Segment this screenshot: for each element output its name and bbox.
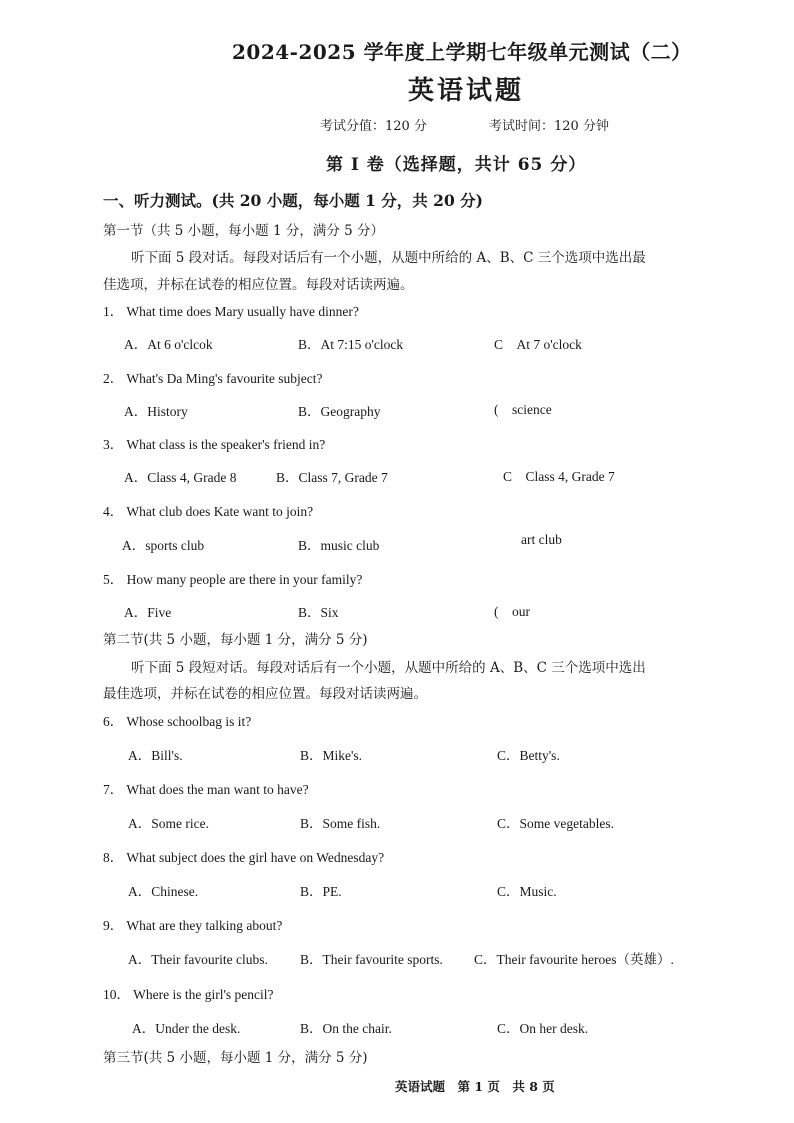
- volume-heading: 第 Ⅰ 卷（选择题，共计 65 分）: [326, 155, 587, 175]
- question-9: [103, 914, 282, 934]
- option-b: B．Their favourite sports.: [300, 952, 443, 967]
- option-a: A．Class 4, Grade 8: [124, 470, 237, 485]
- option-a: A．Five: [124, 605, 172, 620]
- question-text: What are they talking about?: [126, 918, 283, 933]
- question-4: [103, 500, 313, 520]
- part2-instruction-2: 最佳选项，并标在试卷的相应位置。每段对话读两遍。: [103, 686, 427, 702]
- question-number: 1．: [103, 304, 124, 319]
- part1-instruction-1: 听下面 5 段对话。每段对话后有一个小题，从题中所给的 A、B、C 三个选项中选出最: [131, 250, 646, 266]
- option-c: C．Betty's.: [497, 748, 560, 763]
- question-2: [103, 367, 322, 387]
- option-b: B．PE.: [300, 884, 342, 899]
- question-text: What club does Kate want to join?: [126, 504, 314, 519]
- option-b: B．Six: [298, 605, 339, 620]
- option-c: C At 7 o'clock: [494, 337, 582, 352]
- question-number: 9．: [103, 918, 124, 933]
- page-footer: 英语试题 第 1 页 共 8 页: [395, 1079, 555, 1094]
- option-c: C．Music.: [497, 884, 557, 899]
- option-b: B．Geography: [298, 404, 381, 419]
- question-7: [103, 778, 309, 798]
- option-c: C Class 4, Grade 7: [503, 469, 615, 484]
- question-number: 7．: [103, 782, 124, 797]
- question-number: 4．: [103, 504, 124, 519]
- question-1: [103, 300, 359, 320]
- question-3: [103, 433, 325, 453]
- question-8: [103, 846, 384, 866]
- question-number: 5．: [103, 572, 124, 587]
- part2-title: 第二节(共 5 小题，每小题 1 分，满分 5 分): [103, 632, 368, 648]
- question-number: 10．: [103, 987, 130, 1002]
- question-number: 6．: [103, 714, 124, 729]
- question-text: What's Da Ming's favourite subject?: [126, 371, 323, 386]
- option-a: A．History: [124, 404, 188, 419]
- question-number: 8．: [103, 850, 124, 865]
- option-b: B．Class 7, Grade 7: [276, 470, 388, 485]
- option-c: art club: [521, 532, 562, 547]
- option-a: A．Some rice.: [128, 816, 209, 831]
- question-number: 3．: [103, 437, 124, 452]
- section-heading: 一、听力测试。(共 20 小题，每小题 1 分，共 20 分): [103, 191, 483, 210]
- question-6: [103, 710, 251, 730]
- option-b: B．Mike's.: [300, 748, 363, 763]
- option-b: B．On the chair.: [300, 1021, 392, 1036]
- question-text: What does the man want to have?: [126, 782, 309, 797]
- option-a: A．Under the desk.: [132, 1021, 241, 1036]
- question-text: What subject does the girl have on Wednesday?: [126, 850, 385, 865]
- part2-instruction-1: 听下面 5 段短对话。每段对话后有一个小题，从题中所给的 A、B、C 三个选项中选出: [131, 660, 646, 676]
- question-10: [103, 983, 274, 1003]
- question-text: How many people are there in your family?: [126, 572, 363, 587]
- exam-score: 考试分值：120 分: [320, 119, 427, 134]
- question-text: Whose schoolbag is it?: [126, 714, 252, 729]
- question-5: [103, 568, 362, 588]
- question-number: 2．: [103, 371, 124, 386]
- option-a: A．At 6 o'clcok: [124, 337, 213, 352]
- part1-title: 第一节（共 5 小题，每小题 1 分，满分 5 分）: [103, 223, 385, 239]
- subject-title: 英语试题: [408, 76, 525, 106]
- option-c: ( science: [494, 402, 552, 417]
- question-text: Where is the girl's pencil?: [133, 987, 274, 1002]
- option-a: A．Their favourite clubs.: [128, 952, 268, 967]
- option-a: A．Chinese.: [128, 884, 199, 899]
- part3-title: 第三节(共 5 小题，每小题 1 分，满分 5 分): [103, 1050, 368, 1066]
- option-b: B．music club: [298, 538, 380, 553]
- option-c: C．Some vegetables.: [497, 816, 614, 831]
- exam-title: 2024-2025 学年度上学期七年级单元测试（二）: [232, 40, 692, 64]
- option-c: C．Their favourite heroes（英雄）.: [474, 952, 674, 967]
- option-b: B．Some fish.: [300, 816, 381, 831]
- option-c: ( our: [494, 604, 530, 619]
- option-a: A．Bill's.: [128, 748, 183, 763]
- question-text: What time does Mary usually have dinner?: [126, 304, 359, 319]
- option-b: B．At 7:15 o'clock: [298, 337, 404, 352]
- part1-instruction-2: 佳选项，并标在试卷的相应位置。每段对话读两遍。: [103, 277, 414, 293]
- exam-time: 考试时间：120 分钟: [489, 119, 609, 134]
- question-text: What class is the speaker's friend in?: [126, 437, 326, 452]
- option-c: C．On her desk.: [497, 1021, 589, 1036]
- option-a: A．sports club: [122, 538, 205, 553]
